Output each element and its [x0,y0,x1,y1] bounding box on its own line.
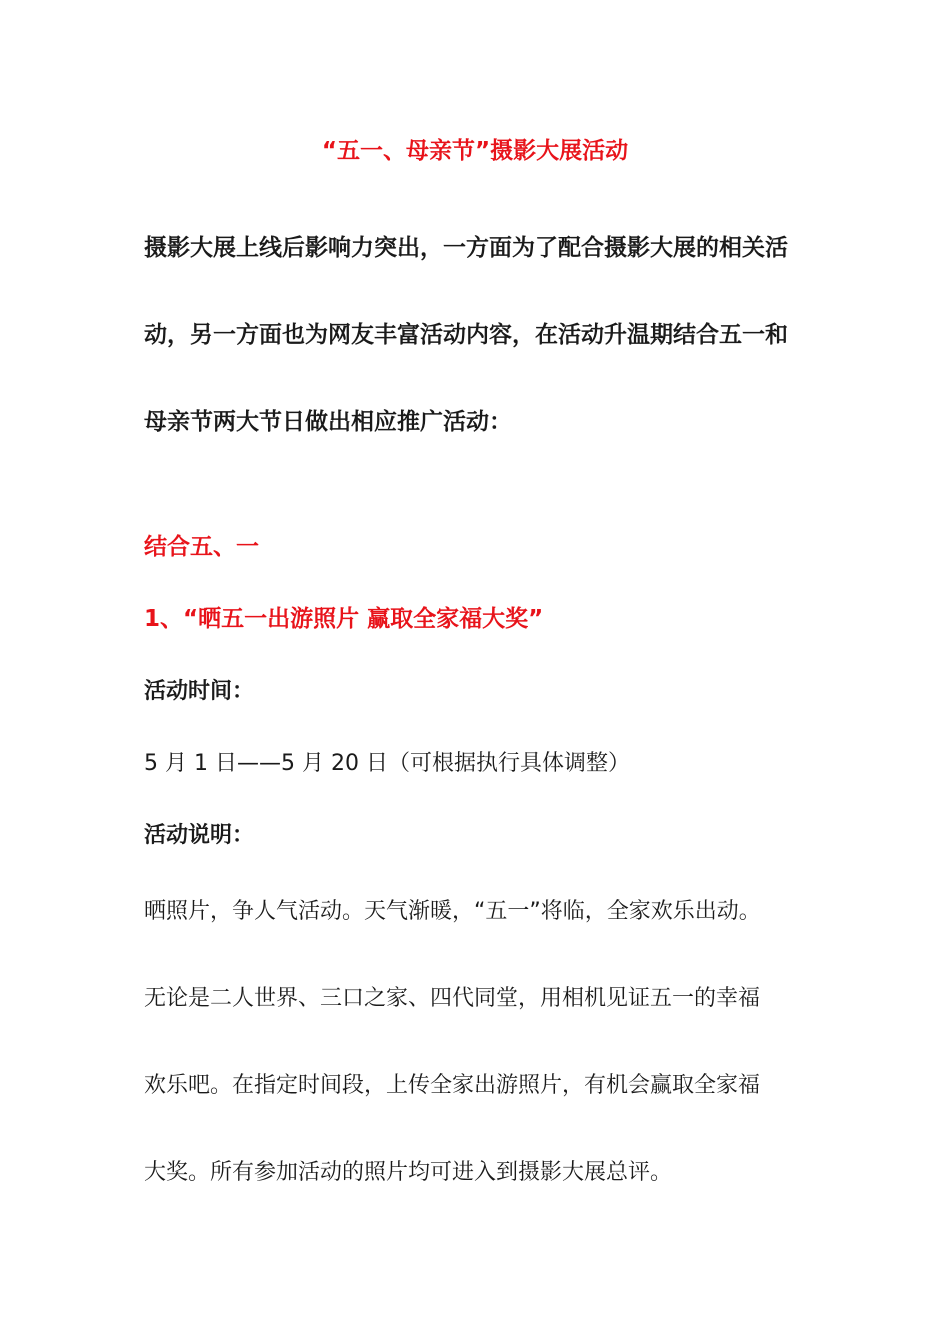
description-label: 活动说明： [144,823,255,848]
description-line: 欢乐吧。在指定时间段，上传全家出游照片，有机会赢取全家福 [144,1073,761,1098]
description-line: 大奖。所有参加活动的照片均可进入到摄影大展总评。 [144,1160,673,1185]
time-value: 5 月 1 日——5 月 20 日（可根据执行具体调整） [144,751,630,776]
description-line: 晒照片，争人气活动。天气渐暖，“五一”将临，全家欢乐出动。 [144,899,761,924]
description-line: 无论是二人世界、三口之家、四代同堂，用相机见证五一的幸福 [144,986,761,1011]
intro-paragraph [144,222,814,483]
intro-line: 摄影大展上线后影响力突出，一方面为了配合摄影大展的相关活 [144,235,788,261]
document-title: “五一、母亲节”摄影大展活动 [321,138,629,164]
intro-line: 动，另一方面也为网友丰富活动内容，在活动升温期结合五一和 [144,322,788,348]
time-label: 活动时间： [144,679,255,704]
intro-line: 母亲节两大节日做出相应推广活动： [144,409,512,435]
description-paragraph [144,886,814,1234]
subsection-heading: 1、“晒五一出游照片 赢取全家福大奖” [144,606,544,632]
section-heading: 结合五、一 [144,534,259,560]
